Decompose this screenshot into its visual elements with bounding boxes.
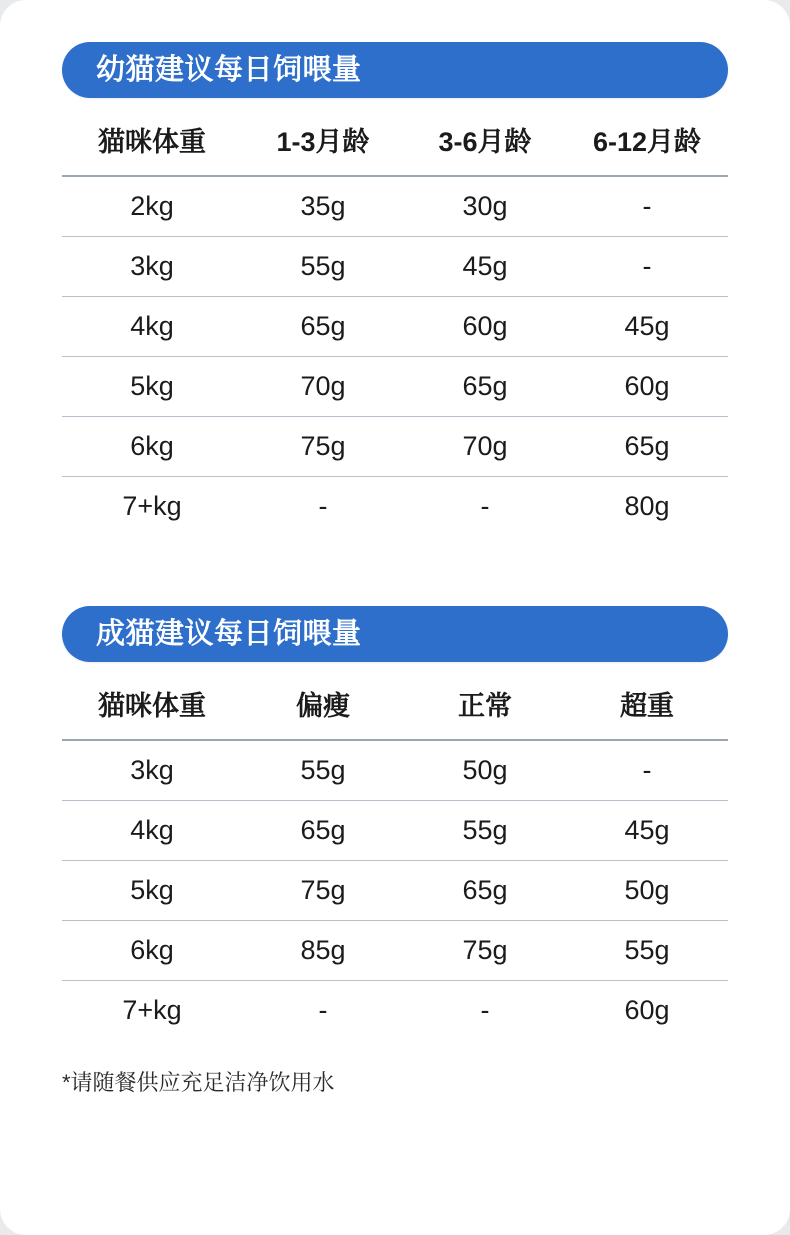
cell-amount-1: 85g <box>242 921 404 981</box>
table-header-row <box>62 98 728 176</box>
table-row <box>62 417 728 477</box>
cell-weight: 7+kg <box>122 995 182 1025</box>
cell-amount-2: - <box>480 491 490 521</box>
cell-amount-3: - <box>566 237 728 297</box>
kitten-table-body <box>62 176 728 536</box>
cell-amount-1: 35g <box>242 176 404 237</box>
cell-amount-2: 50g <box>404 740 566 801</box>
cell-amount-1: 75g <box>242 861 404 921</box>
cell-amount-2: 65g <box>404 861 566 921</box>
cell-amount-3: 55g <box>566 921 728 981</box>
cell-amount-1: 70g <box>242 357 404 417</box>
table-row <box>62 176 728 237</box>
cell-amount-1: - <box>318 995 328 1025</box>
adult-table-head <box>62 662 728 740</box>
kitten-feeding-section <box>0 42 790 536</box>
kitten-section-header <box>62 42 728 98</box>
adult-section-title: 成猫建议每日饲喂量 <box>96 617 362 650</box>
cell-amount-3: 45g <box>566 801 728 861</box>
cell-weight: 4kg <box>62 297 242 357</box>
column-header-weight: 猫咪体重 <box>62 662 242 740</box>
column-header-2: 正常 <box>404 662 566 740</box>
adult-table-body <box>62 740 728 1040</box>
adult-feeding-table <box>62 662 728 1040</box>
cell-amount-2: 45g <box>404 237 566 297</box>
table-row <box>62 297 728 357</box>
cell-amount-3: 60g <box>624 995 670 1025</box>
column-header-1: 偏瘦 <box>242 662 404 740</box>
column-header-weight: 猫咪体重 <box>62 98 242 176</box>
cell-weight: 4kg <box>62 801 242 861</box>
cell-weight: 3kg <box>62 740 242 801</box>
cell-amount-3: 80g <box>624 491 670 521</box>
kitten-feeding-table <box>62 98 728 536</box>
cell-amount-3: - <box>566 176 728 237</box>
adult-feeding-section <box>0 606 790 1040</box>
kitten-section-title: 幼猫建议每日饲喂量 <box>96 53 362 86</box>
cell-amount-1: 75g <box>242 417 404 477</box>
table-header-row <box>62 662 728 740</box>
footnote-text: *请随餐供应充足洁净饮用水 <box>62 1070 335 1095</box>
table-row <box>62 981 728 1041</box>
cell-weight: 3kg <box>62 237 242 297</box>
cell-weight: 5kg <box>62 861 242 921</box>
table-row <box>62 740 728 801</box>
top-spacer <box>0 0 790 42</box>
cell-amount-2: - <box>480 995 490 1025</box>
cell-amount-3: 45g <box>566 297 728 357</box>
cell-amount-3: - <box>566 740 728 801</box>
cell-amount-3: 60g <box>566 357 728 417</box>
cell-amount-1: - <box>318 491 328 521</box>
cell-weight: 6kg <box>62 921 242 981</box>
cell-weight: 6kg <box>62 417 242 477</box>
cell-amount-2: 65g <box>404 357 566 417</box>
cell-amount-1: 65g <box>242 801 404 861</box>
cell-amount-3: 65g <box>566 417 728 477</box>
cell-amount-2: 75g <box>404 921 566 981</box>
column-header-3: 6-12月龄 <box>566 98 728 176</box>
cell-amount-1: 55g <box>242 237 404 297</box>
column-header-3: 超重 <box>566 662 728 740</box>
cell-amount-2: 60g <box>404 297 566 357</box>
cell-amount-2: 70g <box>404 417 566 477</box>
table-row <box>62 801 728 861</box>
column-header-1: 1-3月龄 <box>242 98 404 176</box>
cell-amount-1: 65g <box>242 297 404 357</box>
kitten-table-head <box>62 98 728 176</box>
table-row <box>62 921 728 981</box>
cell-amount-3: 50g <box>566 861 728 921</box>
cell-amount-2: 30g <box>404 176 566 237</box>
cell-amount-2: 55g <box>404 801 566 861</box>
cell-weight: 5kg <box>62 357 242 417</box>
column-header-2: 3-6月龄 <box>404 98 566 176</box>
adult-section-header <box>62 606 728 662</box>
section-gap <box>0 536 790 606</box>
table-row <box>62 237 728 297</box>
table-row <box>62 861 728 921</box>
cell-weight: 2kg <box>62 176 242 237</box>
table-row <box>62 357 728 417</box>
table-row <box>62 477 728 537</box>
cell-weight: 7+kg <box>122 491 182 521</box>
cell-amount-1: 55g <box>242 740 404 801</box>
